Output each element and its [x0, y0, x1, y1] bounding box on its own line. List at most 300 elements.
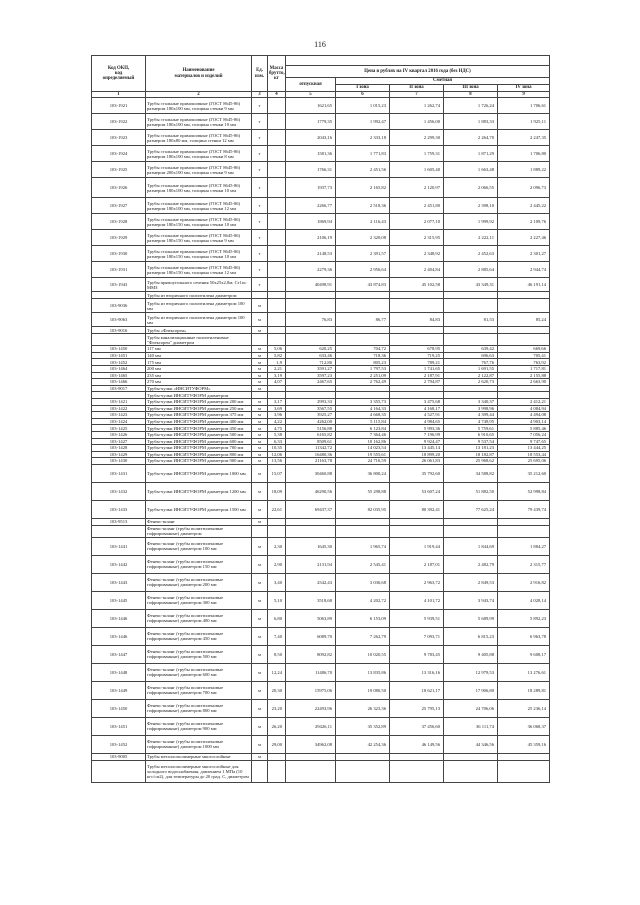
row-name: Трубы стальные прямошовные (ГОСТ 8645-86) размером 180х150 мм, толщина стенки 9 мм [146, 230, 252, 246]
row-price-zone-2 [390, 299, 444, 313]
row-mass: 13,56 [268, 458, 286, 465]
table-row [92, 114, 550, 130]
row-price-zone-2: 84,83 [390, 313, 444, 327]
row-price-zone-1: 7 262,79 [336, 627, 390, 645]
row-code [92, 334, 146, 346]
row-code: 103-1926 [92, 178, 146, 198]
row-price-zone-3 [444, 518, 498, 525]
row-unit: м [252, 699, 268, 717]
row-price-zone-3: 767,76 [444, 359, 498, 366]
row-price-zone-4: 4 084,94 [498, 405, 550, 412]
row-name: Трубы стальные прямошовные (ГОСТ 8645-86) размером 180х100 мм, толщина стенки 10 мм [146, 178, 252, 198]
row-unit [252, 392, 268, 399]
row-price-zone-2: 1 919,44 [390, 537, 444, 555]
row-name: Трубы стальные прямошовные (ГОСТ 8645-86) размером 180х100 мм, толщина стенки 12 мм [146, 198, 252, 214]
table-row [92, 246, 550, 262]
row-price-zone-1: 1 992,47 [336, 114, 390, 130]
row-price-zone-4 [498, 518, 550, 525]
row-price-zone-3: 4 399,44 [444, 412, 498, 419]
row-mass [268, 98, 286, 114]
row-price-zone-1 [336, 525, 390, 537]
row-price-zone-4: 25 695,06 [498, 458, 550, 465]
row-price-zone-2: 719,25 [390, 352, 444, 359]
row-price-otpusk: 2043,16 [286, 130, 336, 146]
table-row [92, 365, 550, 372]
row-price-zone-3: 6 815,23 [444, 627, 498, 645]
row-unit: т [252, 130, 268, 146]
row-code: 103-1923 [92, 130, 146, 146]
row-name: Фенекс-шланг (трубы полиэтиленовые гофрированные) диаметром 600 мм [146, 663, 252, 681]
row-mass: 7,40 [268, 627, 286, 645]
table-row [92, 445, 550, 452]
row-price-zone-1: 24 716,59 [336, 458, 390, 465]
row-code: 103-1429 [92, 451, 146, 458]
row-code: 103-1449 [92, 681, 146, 699]
row-code: 103-1921 [92, 98, 146, 114]
row-unit: м [252, 627, 268, 645]
row-price-zone-1: 2 116,43 [336, 214, 390, 230]
row-code: 103-1447 [92, 645, 146, 663]
row-price-zone-2: 789,21 [390, 359, 444, 366]
row-unit: т [252, 114, 268, 130]
row-price-otpusk: 11486,70 [286, 663, 336, 681]
row-unit: м [252, 753, 268, 760]
row-price-zone-3: 77 625,24 [444, 500, 498, 518]
row-price-otpusk: 1621,65 [286, 98, 336, 114]
row-code: 103-1433 [92, 500, 146, 518]
row-price-zone-4 [498, 385, 550, 392]
row-price-zone-2: 2 187,91 [390, 372, 444, 379]
table-row [92, 146, 550, 162]
table-row [92, 717, 550, 735]
row-unit: т [252, 278, 268, 292]
row-price-zone-3 [444, 392, 498, 399]
row-mass: 6,80 [268, 609, 286, 627]
row-price-zone-4: 79 439,74 [498, 500, 550, 518]
page-number: 116 [314, 40, 326, 49]
row-price-zone-3: 1 726,24 [444, 98, 498, 114]
row-mass [268, 262, 286, 278]
row-unit: м [252, 313, 268, 327]
row-price-otpusk: 5063,89 [286, 609, 336, 627]
row-price-zone-4: 18 289,81 [498, 681, 550, 699]
row-price-zone-2 [390, 385, 444, 392]
row-mass: 2,30 [268, 537, 286, 555]
row-price-otpusk: 30460,88 [286, 464, 336, 482]
row-mass: 12,06 [268, 451, 286, 458]
row-price-zone-3: 2 482,79 [444, 555, 498, 573]
row-name: Трубы стальные прямошовные (ГОСТ 8645-86) размером 180х150 мм, толщина стенки 10 мм [146, 246, 252, 262]
row-name: 200 мм [146, 365, 252, 372]
row-name: Фенекс-шланг (трубы полиэтиленовые гофрированные) диаметром 800 мм [146, 699, 252, 717]
table-row [92, 418, 550, 425]
row-price-zone-3 [444, 292, 498, 299]
row-price-zone-2: 2 299,30 [390, 130, 444, 146]
row-price-zone-3: 13 181,23 [444, 445, 498, 452]
row-name: Фенекс-шланг (трубы полиэтиленовые гофрированные) диаметром 150 мм [146, 555, 252, 573]
row-price-zone-1: 2 333,18 [336, 130, 390, 146]
row-code: 103-1925 [92, 162, 146, 178]
row-mass: 29,00 [268, 735, 286, 753]
row-unit: м [252, 405, 268, 412]
row-price-zone-3: 1 883,33 [444, 114, 498, 130]
row-price-zone-1 [336, 327, 390, 334]
row-unit: м [252, 573, 268, 591]
row-price-zone-3 [444, 334, 498, 346]
row-price-zone-1: 2 762,49 [336, 379, 390, 386]
row-code: 103-1464 [92, 365, 146, 372]
row-mass [268, 313, 286, 327]
row-mass [268, 753, 286, 760]
row-price-zone-1: 2 451,56 [336, 162, 390, 178]
row-price-otpusk: 633,46 [286, 352, 336, 359]
row-unit [252, 292, 268, 299]
row-price-zone-2 [390, 292, 444, 299]
row-price-otpusk: 2993,33 [286, 398, 336, 405]
row-price-zone-1: 1 015,23 [336, 98, 390, 114]
row-price-otpusk: 5156,88 [286, 425, 336, 432]
row-price-zone-4: 2 247,35 [498, 130, 550, 146]
row-code [92, 292, 146, 299]
row-name: 175 мм [146, 359, 252, 366]
row-unit: м [252, 555, 268, 573]
row-name: Трубы стальные прямошовные (ГОСТ 8645-86) размером 180х100 мм, толщина стенки 9 мм [146, 98, 252, 114]
table-row [92, 760, 550, 782]
row-name: Фенекс-шланг (трубы полиэтиленовые гофрированные) диаметром 300 мм [146, 591, 252, 609]
row-mass: 4,22 [268, 418, 286, 425]
row-price-zone-4: 5 885,46 [498, 425, 550, 432]
row-price-zone-4 [498, 327, 550, 334]
row-mass: 4,75 [268, 425, 286, 432]
col-num: 1 [92, 92, 146, 98]
row-price-zone-3: 3 943,74 [444, 591, 498, 609]
row-code: 103-1443 [92, 573, 146, 591]
row-price-zone-3: 81,53 [444, 313, 498, 327]
row-price-otpusk: 1645,30 [286, 537, 336, 555]
row-price-zone-1: 5 115,84 [336, 418, 390, 425]
row-price-zone-1: 2 391,57 [336, 246, 390, 262]
row-mass: 18,09 [268, 482, 286, 500]
row-price-zone-4: 85,24 [498, 313, 550, 327]
row-name: Трубы-чулки ИНСИТУФОРМ диаметром 1000 мм [146, 464, 252, 482]
row-price-otpusk: 2148,53 [286, 246, 336, 262]
row-mass: 3,17 [268, 398, 286, 405]
table-row [92, 753, 550, 760]
row-price-zone-4 [498, 760, 550, 782]
row-code: 103-1450 [92, 346, 146, 353]
row-mass [268, 760, 286, 782]
row-unit: м [252, 431, 268, 438]
row-price-zone-1: 19 555,61 [336, 451, 390, 458]
row-unit: м [252, 352, 268, 359]
row-price-zone-3: 24 706,06 [444, 699, 498, 717]
row-price-zone-3: 2 620,73 [444, 379, 498, 386]
row-unit: т [252, 178, 268, 198]
table-row [92, 262, 550, 278]
row-unit [252, 760, 268, 782]
row-mass [268, 327, 286, 334]
row-price-zone-2: 4 527,91 [390, 412, 444, 419]
row-name: Трубы-чулки ИНСИТУФОРМ диаметром 1200 мм [146, 482, 252, 500]
row-code: 103-9017 [92, 385, 146, 392]
row-price-otpusk [286, 299, 336, 313]
row-price-otpusk: 3591,27 [286, 365, 336, 372]
row-price-zone-4: 705,41 [498, 352, 550, 359]
row-mass: 15,07 [268, 464, 286, 482]
row-price-zone-3: 34 588,82 [444, 464, 498, 482]
row-price-zone-1 [336, 753, 390, 760]
row-price-zone-2: 1 456,00 [390, 114, 444, 130]
row-price-zone-2: 35 792,60 [390, 464, 444, 482]
row-price-zone-3 [444, 525, 498, 537]
row-price-zone-3: 5 689,99 [444, 609, 498, 627]
row-name: Трубы-чулки «ИНСИТУФОРМ» [146, 385, 252, 392]
row-price-zone-1 [336, 392, 390, 399]
row-unit: м [252, 438, 268, 445]
row-price-zone-1: 42 254,36 [336, 735, 390, 753]
table-row [92, 573, 550, 591]
row-unit: м [252, 346, 268, 353]
row-name: 140 мм [146, 352, 252, 359]
row-name: 117 мм [146, 346, 252, 353]
row-price-zone-3: 51 882,50 [444, 482, 498, 500]
row-name: Трубы из вторичного полиэтилена диаметром 100 мм [146, 299, 252, 313]
table-row [92, 500, 550, 518]
row-price-otpusk: 22493,96 [286, 699, 336, 717]
row-unit: м [252, 464, 268, 482]
table-row [92, 405, 550, 412]
header-name: Наименование материалов и изделий [146, 56, 252, 92]
row-price-zone-3: 2 452,63 [444, 246, 498, 262]
row-price-zone-4: 2 663,90 [498, 379, 550, 386]
row-code: 103-9016 [92, 327, 146, 334]
row-price-zone-3: 639,42 [444, 346, 498, 353]
row-name: Трубы-чулки ИНСИТУФОРМ диаметром 450 мм [146, 425, 252, 432]
row-name: Фенекс-шланг (трубы полиэтиленовые гофрированные) диаметром 700 мм [146, 681, 252, 699]
row-price-otpusk: 2106,19 [286, 230, 336, 246]
row-price-zone-4: 4 028,14 [498, 591, 550, 609]
row-name: Трубы из вторичного полиэтилена диаметром [146, 292, 252, 299]
row-price-zone-4 [498, 334, 550, 346]
row-name: Трубы «Флексорен» [146, 327, 252, 334]
row-code: 103-1428 [92, 445, 146, 452]
row-mass [268, 292, 286, 299]
row-price-zone-4: 1 717,81 [498, 365, 550, 372]
row-price-otpusk [286, 760, 336, 782]
row-price-zone-4: 2 944,74 [498, 262, 550, 278]
header-otpusk: отпускная [286, 78, 336, 92]
row-price-zone-3: 9 537,54 [444, 438, 498, 445]
row-price-zone-3 [444, 760, 498, 782]
table-row [92, 431, 550, 438]
row-code: 103-1452 [92, 735, 146, 753]
row-price-zone-3 [444, 327, 498, 334]
row-code: 103-1448 [92, 663, 146, 681]
row-name: Трубы стальные прямошовные (ГОСТ 8645-86) размером 180х100 мм, толщина стенки 10 мм [146, 114, 252, 130]
row-price-zone-2: 4 168,17 [390, 405, 444, 412]
row-unit: т [252, 198, 268, 214]
row-price-zone-1: 36 800,24 [336, 464, 390, 482]
row-code: 103-1450 [92, 699, 146, 717]
row-mass [268, 230, 286, 246]
row-code: 103-1927 [92, 198, 146, 214]
row-price-zone-4: 2 916,82 [498, 573, 550, 591]
header-code: Код ОКП, код определяемый [92, 56, 146, 92]
header-zone-1: I зона [336, 85, 390, 92]
row-unit: т [252, 98, 268, 114]
row-name: Фенекс-шланг (трубы полиэтиленовые гофрированные) диаметром 450 мм [146, 627, 252, 645]
row-price-zone-2: 25 795,13 [390, 699, 444, 717]
row-name: Фенекс-шланг (трубы полиэтиленовые гофрированные) диаметром 100 мм [146, 537, 252, 555]
row-mass [268, 525, 286, 537]
row-price-zone-1: 19 080,50 [336, 681, 390, 699]
table-row [92, 464, 550, 482]
row-price-zone-3 [444, 299, 498, 313]
col-num: 7 [390, 92, 444, 98]
row-name: Трубы из вторичного полиэтилена диаметром 100 мм [146, 313, 252, 327]
row-name: Трубы-чулки ИНСИТУФОРМ диаметром 400 мм [146, 418, 252, 425]
row-unit: т [252, 262, 268, 278]
row-price-zone-4: 13 444,25 [498, 445, 550, 452]
row-unit: м [252, 735, 268, 753]
row-price-otpusk: 1937,73 [286, 178, 336, 198]
table-row [92, 385, 550, 392]
row-price-otpusk: 40498,91 [286, 278, 336, 292]
row-mass: 8,50 [268, 645, 286, 663]
row-mass: 2,21 [268, 365, 286, 372]
row-price-zone-4 [498, 525, 550, 537]
table-row [92, 609, 550, 627]
row-name: Трубы металлополимерные многослойные [146, 753, 252, 760]
row-price-zone-1: 3 355,73 [336, 398, 390, 405]
row-price-zone-3: 1 871,29 [444, 146, 498, 162]
row-name: Фенекс-шланг (трубы полиэтиленовые гофрированные) диаметром 900 мм [146, 717, 252, 735]
row-code: 103-1452 [92, 359, 146, 366]
row-price-zone-4: 2 096,73 [498, 178, 550, 198]
row-price-zone-1: 1 771,83 [336, 146, 390, 162]
row-price-zone-1 [336, 334, 390, 346]
table-row [92, 681, 550, 699]
row-name: Трубы канализационные полиэтиленовые "Флексорен" диаметром [146, 334, 252, 346]
row-price-zone-2: 2 451,80 [390, 198, 444, 214]
row-price-otpusk: 69437,37 [286, 500, 336, 518]
row-name: Трубы-чулки ИНСИТУФОРМ диаметром 1500 мм [146, 500, 252, 518]
row-mass: 22,61 [268, 500, 286, 518]
row-price-otpusk: 3925,27 [286, 412, 336, 419]
row-code: 103-1929 [92, 230, 146, 246]
row-price-zone-2: 2 404,84 [390, 262, 444, 278]
row-price-zone-3: 25 968,62 [444, 458, 498, 465]
row-price-zone-1: 55 298,88 [336, 482, 390, 500]
row-price-zone-2: 9 924,47 [390, 438, 444, 445]
row-code: 103-9036 [92, 299, 146, 313]
table-row [92, 392, 550, 399]
row-mass: 3,19 [268, 372, 286, 379]
table-row [92, 334, 550, 346]
row-price-otpusk: 8092,82 [286, 645, 336, 663]
row-price-zone-1: 2 518,36 [336, 198, 390, 214]
table-row [92, 645, 550, 663]
row-unit: т [252, 230, 268, 246]
row-price-zone-3: 3 340,37 [444, 398, 498, 405]
row-code [92, 392, 146, 399]
row-price-zone-4: 763,92 [498, 359, 550, 366]
row-price-zone-2: 53 607,24 [390, 482, 444, 500]
table-row [92, 451, 550, 458]
row-mass [268, 198, 286, 214]
row-price-zone-2: 1 759,31 [390, 146, 444, 162]
row-price-zone-3: 2 885,64 [444, 262, 498, 278]
table-row [92, 130, 550, 146]
table-row [92, 458, 550, 465]
row-price-zone-1: 26 323,36 [336, 699, 390, 717]
row-price-zone-3: 43 349,31 [444, 278, 498, 292]
row-code: 103-9005 [92, 753, 146, 760]
row-price-otpusk [286, 392, 336, 399]
row-price-zone-3 [444, 385, 498, 392]
row-price-zone-1 [336, 292, 390, 299]
row-price-zone-2: 2 963,72 [390, 573, 444, 591]
row-price-zone-1: 2 956,64 [336, 262, 390, 278]
row-mass: 5,06 [268, 346, 286, 353]
row-price-zone-3: 2 222,11 [444, 230, 498, 246]
row-price-otpusk: 3567,55 [286, 405, 336, 412]
row-price-zone-3: 44 346,56 [444, 735, 498, 753]
row-name: Трубы стальные прямошовные (ГОСТ 8645-86) размером 180х100 мм, толщина стенки 8 мм [146, 146, 252, 162]
row-mass [268, 130, 286, 146]
row-mass: 4,07 [268, 379, 286, 386]
row-code: 103-1431 [92, 464, 146, 482]
row-unit: м [252, 482, 268, 500]
row-price-zone-2 [390, 518, 444, 525]
row-name: Трубы стальные прямошовные (ГОСТ 8645-86) размером 180х80 мм, толщина стенки 12 мм [146, 130, 252, 146]
table-row [92, 299, 550, 313]
row-unit: м [252, 412, 268, 419]
row-code: 103-1465 [92, 372, 146, 379]
table-row [92, 372, 550, 379]
row-price-zone-2: 2 794,87 [390, 379, 444, 386]
row-price-zone-4: 2 315,77 [498, 555, 550, 573]
row-price-zone-2: 3 475,68 [390, 398, 444, 405]
table-row [92, 162, 550, 178]
table-row [92, 313, 550, 327]
row-price-otpusk: 2131,94 [286, 555, 336, 573]
row-price-zone-2: 9 783,45 [390, 645, 444, 663]
row-price-zone-1 [336, 299, 390, 313]
row-name: Трубы металлополимерные многослойные для холодного водоснабжения, давлением 1 МПа (10 кгс/см2), для температуры до 20 град. С, диаметром [146, 760, 252, 782]
table-row [92, 292, 550, 299]
row-mass: 3,40 [268, 573, 286, 591]
row-unit: м [252, 445, 268, 452]
table-row [92, 438, 550, 445]
table-row [92, 518, 550, 525]
row-price-zone-2 [390, 753, 444, 760]
table-row [92, 346, 550, 353]
row-price-zone-2: 2 120,97 [390, 178, 444, 198]
row-price-zone-4: 46 191,14 [498, 278, 550, 292]
row-mass [268, 299, 286, 313]
row-mass: 20,30 [268, 681, 286, 699]
row-price-otpusk: 3518,68 [286, 591, 336, 609]
row-price-otpusk [286, 292, 336, 299]
row-price-zone-1 [336, 385, 390, 392]
row-price-zone-4: 2 227,46 [498, 230, 550, 246]
row-price-zone-4: 36 068,37 [498, 717, 550, 735]
row-price-zone-4 [498, 292, 550, 299]
row-code: 103-1931 [92, 262, 146, 278]
row-price-zone-4 [498, 299, 550, 313]
row-price-zone-2: 18 899,20 [390, 451, 444, 458]
